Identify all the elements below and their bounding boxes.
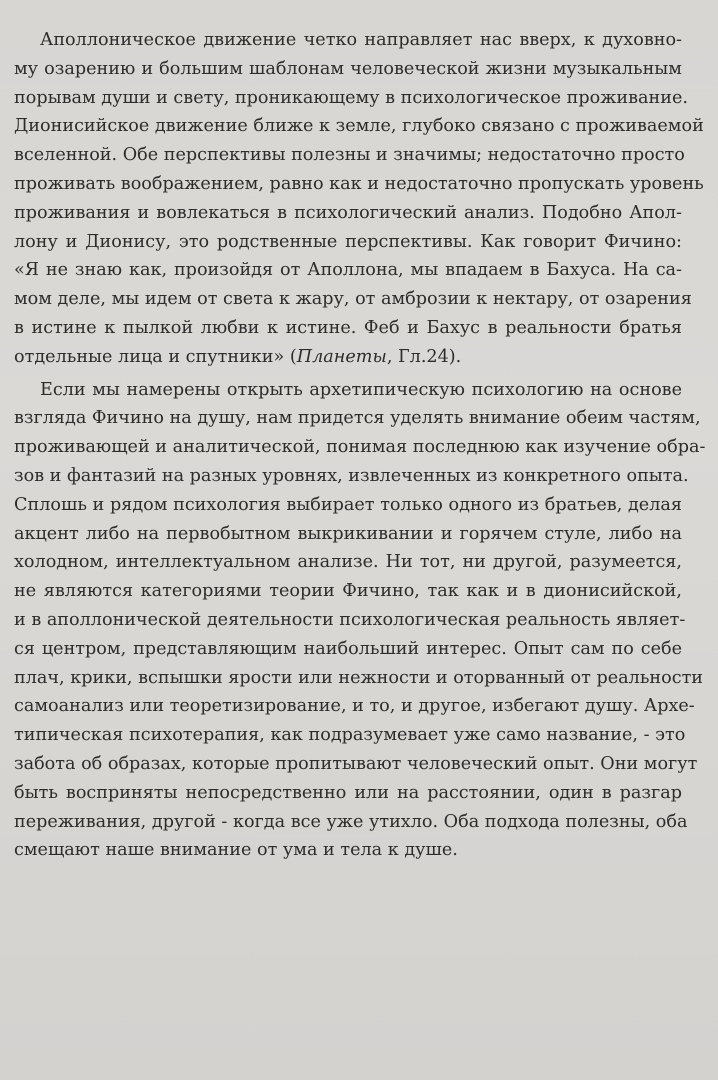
text-line-with-citation bbox=[14, 343, 682, 372]
citation-lead: отдельные лица и спутники» ( bbox=[14, 346, 297, 367]
text-line: типическая психотерапия, как подразумевает уже само название, - это bbox=[14, 725, 686, 746]
text-line: зов и фантазий на разных уровнях, извлеченных из конкретного опыта. bbox=[14, 465, 689, 486]
text-line: смещают наше внимание от ума и тела к душе. bbox=[14, 840, 458, 861]
text-line: Если мы намерены открыть архетипическую психологию на основе bbox=[40, 379, 682, 400]
text-line: акцент либо на первобытном выкрикивании и горячем стуле, либо на bbox=[14, 523, 682, 544]
text-line: ся центром, представляющим наибольший интерес. Опыт сам по себе bbox=[14, 638, 682, 659]
paragraph-2 bbox=[14, 376, 706, 866]
text-line: холодном, интеллектуальном анализе. Ни тот, ни другой, разумеется, bbox=[14, 552, 682, 573]
text-line: переживания, другой - когда все уже утихло. Оба подхода полезны, оба bbox=[14, 811, 688, 832]
text-line: быть восприняты непосредственно или на расстоянии, один в разгар bbox=[14, 782, 682, 803]
text-line: Сплошь и рядом психология выбирает только одного из братьев, делая bbox=[14, 494, 682, 515]
text-line: порывам души и свету, проникающему в психологическое проживание. bbox=[14, 87, 688, 108]
text-line: вселенной. Обе перспективы полезны и значимы; недостаточно просто bbox=[14, 145, 685, 166]
text-line: взгляда Фичино на душу, нам придется уделять внимание обеим частям, bbox=[14, 408, 701, 429]
text-line: в истине к пылкой любви к истине. Феб и Бахус в реальности братья bbox=[14, 317, 682, 338]
text-line: и в аполлонической деятельности психологическая реальность являет- bbox=[14, 609, 686, 630]
text-line: «Я не знаю как, произойдя от Аполлона, мы впадаем в Бахуса. На са- bbox=[14, 260, 682, 281]
text-line: самоанализ или теоретизирование, и то, и другое, избегают душу. Архе- bbox=[14, 696, 695, 717]
text-line: Дионисийское движение ближе к земле, глубоко связано с проживаемой bbox=[14, 116, 704, 137]
citation-title: Планеты bbox=[296, 346, 387, 367]
text-line: не являются категориями теории Фичино, так как и в дионисийской, bbox=[14, 581, 682, 602]
text-line: плач, крики, вспышки ярости или нежности и оторванный от реальности bbox=[14, 667, 704, 688]
text-line: проживания и вовлекаться в психологический анализ. Подобно Апол- bbox=[14, 202, 682, 223]
text-line: мом деле, мы идем от света к жару, от амброзии к нектару, от озарения bbox=[14, 289, 692, 310]
text-line: проживающей и аналитической, понимая последнюю как изучение обра- bbox=[14, 437, 706, 458]
citation-end: , Гл.24). bbox=[386, 346, 462, 367]
text-line: забота об образах, которые пропитывают человеческий опыт. Они могут bbox=[14, 753, 698, 774]
text-line: лону и Дионису, это родственные перспективы. Как говорит Фичино: bbox=[14, 231, 682, 252]
text-block bbox=[14, 26, 706, 865]
text-line: му озарению и большим шаблонам человеческой жизни музыкальным bbox=[14, 58, 682, 79]
text-line: проживать воображением, равно как и недостаточно пропускать уровень bbox=[14, 173, 704, 194]
text-line: Аполлоническое движение четко направляет нас вверх, к духовно- bbox=[40, 30, 682, 50]
paragraph-1 bbox=[14, 26, 704, 372]
